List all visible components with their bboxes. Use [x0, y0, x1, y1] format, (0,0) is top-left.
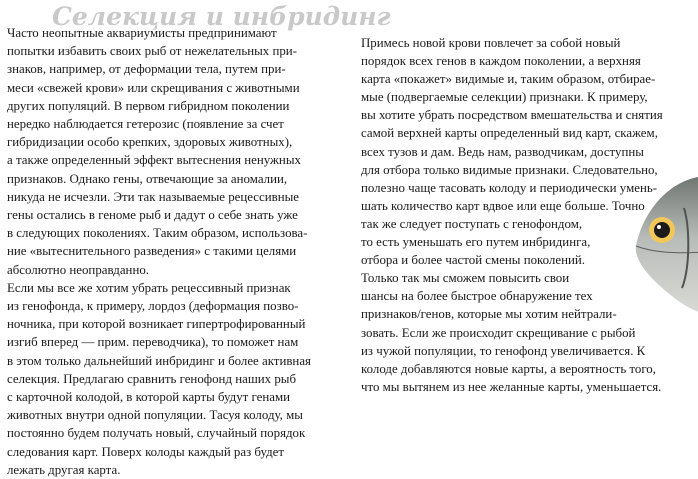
paragraph: Примесь новой крови повлечет за собой новый порядок всех генов в каждом поколении, а верхняя карта «покажет» видимые и, таким образом, отбирае- мые (подвергаемые селекции) признаки. К примеру, вы хотите убрать посредством вмешательства и снятия самой верхней карты определенный вид карт, скажем, всех тузов и дам. Ведь нам, разводчикам, доступны для отбора только видимые признаки. Следовательно, полезно чаще тасовать колоду и периодически умень- шать количество карт вдвое или еще больше. Точно так же следует поступать с генофондом, то есть уменьшать его путем инбридинга, отбора и более частой смены поколений. Только так мы сможем повысить свои шансы на более быстрое обнаружение тех признаков/генов, которые мы хотим нейтрали- зовать. Если же происходит скрещивание с рыбой из чужой популяции, то генофонд увеличивается. К колоде добавляются новые карты, а вероятность того, что мы вытянем из нее желанные карты, уменьшается.	[361, 36, 663, 394]
left-text-column	[7, 24, 327, 479]
paragraph: Если мы все же хотим убрать рецессивный признак из генофонда, к примеру, лордоз (деформация позво- ночника, при которой возникает гипертрофированный изгиб вперед — прим. переводчика), то поможет нам в этом только дальнейший инбридинг и более активная селекция. Предлагаю сравнить генофонд наших рыб с карточной колодой, в которой карты будут генами животных внутри одной популяции. Тасуя колоду, мы постоянно будем получать новый, случайный порядок следования карт. Поверх колоды каждый раз будет лежать другая карта.	[7, 280, 311, 477]
page-title: Селекция и инбридинг	[52, 2, 391, 31]
fish-photo	[632, 168, 698, 318]
paragraph: Часто неопытные аквариумисты предпринимают попытки избавить своих рыб от нежелательных при- знаков, например, от деформации тела, путем при- меси «свежей крови» или скрещивания с животными других популяций. В первом гибридном поколении нередко наблюдается гетерозис (появление за счет гибридизации особо крепких, здоровых животных), а также определенный эффект вытеснения ненужных признаков. Однако гены, отвечающие за аномалии, никуда не исчезли. Эти так называемые рецессивные гены остались в геноме рыб и дадут о себе знать уже в следующих поколениях. Таким образом, использова- ние «вытеснительного разведения» с такими целями абсолютно неоправданно.	[7, 26, 308, 277]
